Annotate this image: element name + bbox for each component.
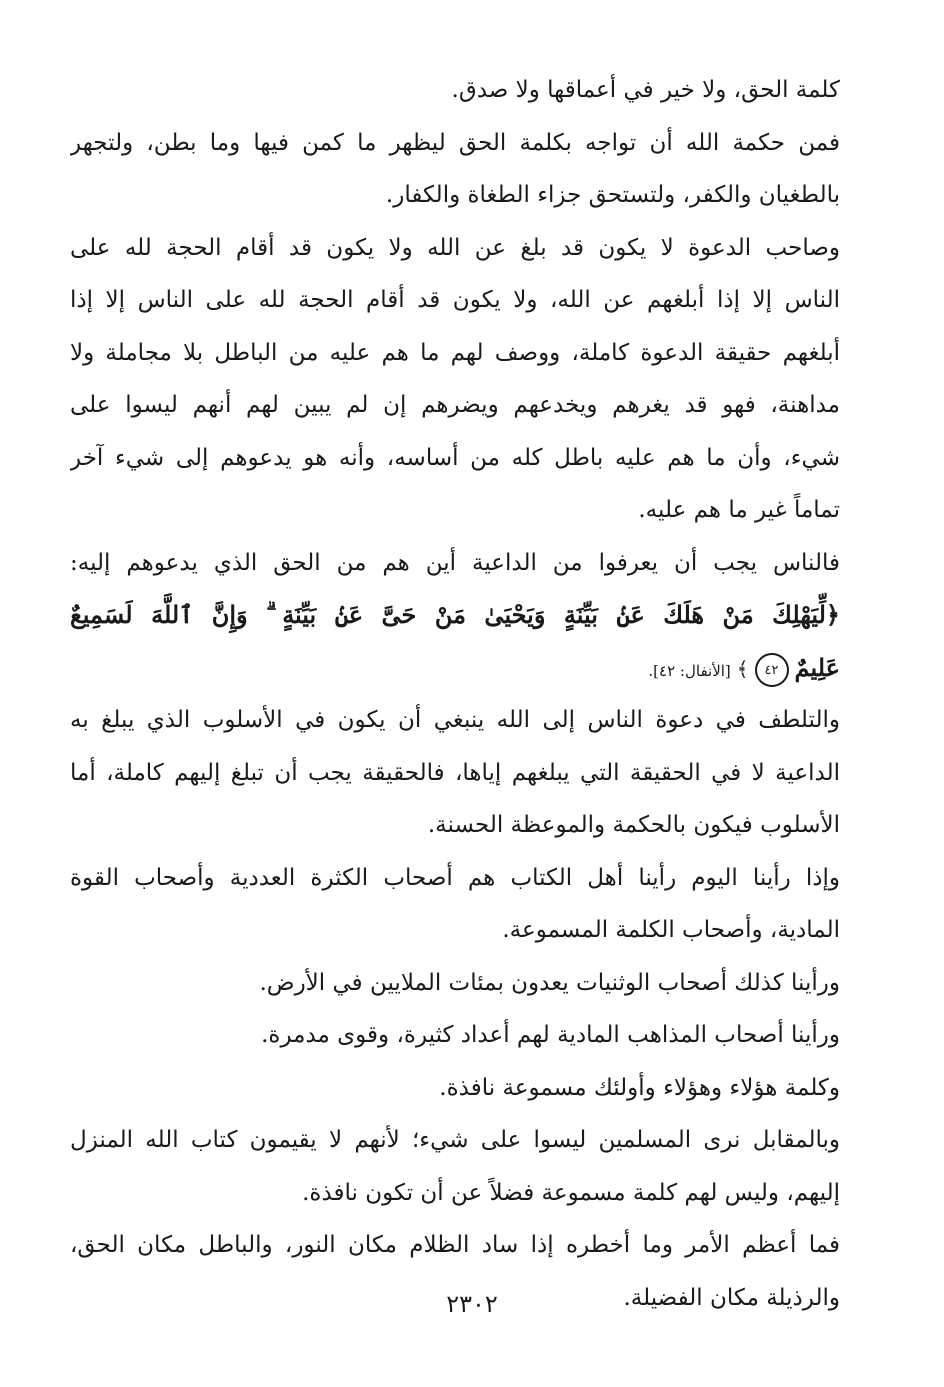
text-line: مداهنة، فهو قد يغرهم ويخدعهم ويضرهم إن لم يبين لهم أنهم ليسوا على [70,392,840,418]
text-line: وصاحب الدعوة لا يكون قد بلغ عن الله ولا يكون قد أقام الحجة لله على [70,234,840,261]
text-line: ورأينا كذلك أصحاب الوثنيات يعدون بمئات الملايين في الأرض. [259,969,840,996]
verse-close-ornament-icon: ﴾ [736,656,749,681]
verse-reference-line [70,642,840,695]
text-line: وكلمة هؤلاء وهؤلاء وأولئك مسموعة نافذة. [439,1074,840,1101]
verse-end-word: عَلِيمٌ [794,652,840,682]
text-line: والرذيلة مكان الفضيلة. [623,1284,840,1311]
text-line: المادية، وأصحاب الكلمة المسموعة. [502,917,840,943]
text-line: الداعية لا في الحقيقة التي يبلغهم إياها، فالحقيقة يجب أن تبلغ إليهم كاملة، أما [70,759,840,786]
text-line: بالطغيان والكفر، ولتستحق جزاء الطغاة والكفار. [385,182,840,208]
text-line: فما أعظم الأمر وما أخطره إذا ساد الظلام مكان النور، والباطل مكان الحق، [70,1232,840,1258]
text-line: إليهم، وليس لهم كلمة مسموعة فضلاً عن أن تكون نافذة. [302,1179,840,1206]
text-line: أبلغهم حقيقة الدعوة كاملة، ووصف لهم ما هم عليه من الباطل بلا مجاملة ولا [70,339,840,366]
quran-verse-line: ﴿لِّيَهْلِكَ مَنْ هَلَكَ عَنۢ بَيِّنَةٍ وَيَحْيَىٰ مَنْ حَىَّ عَنۢ بَيِّنَةٍ ۗ وَإِنَّ ٱللَّهَ لَسَمِيعٌ [70,600,840,629]
text-line: تماماً غير ما هم عليه. [638,497,840,523]
text-line: ورأينا أصحاب المذاهب المادية لهم أعداد كثيرة، وقوى مدمرة. [261,1022,840,1048]
text-line: فالناس يجب أن يعرفوا من الداعية أين هم من الحق الذي يدعوهم إليه: [70,549,840,576]
page-body-text [70,64,840,1324]
text-line: الناس إلا إذا أبلغهم عن الله، ولا يكون قد أقام الحجة لله على الناس إلا إذا [70,287,840,313]
text-line: وبالمقابل نرى المسلمين ليسوا على شيء؛ لأنهم لا يقيمون كتاب الله المنزل [70,1127,840,1153]
text-line: والتلطف في دعوة الناس إلى الله ينبغي أن يكون في الأسلوب الذي يبلغ به [70,707,840,733]
text-line: وإذا رأينا اليوم رأينا أهل الكتاب هم أصحاب الكثرة العددية وأصحاب القوة [70,864,840,891]
text-line: فمن حكمة الله أن تواجه بكلمة الحق ليظهر ما كمن فيها وما بطن، ولتجهر [70,129,840,156]
text-line: شيء، وأن ما هم عليه باطل كله من أساسه، وأنه هو يدعوهم إلى شيء آخر [70,444,840,471]
text-line: كلمة الحق، ولا خير في أعماقها ولا صدق. [451,77,840,103]
text-line: الأسلوب فيكون بالحكمة والموعظة الحسنة. [427,812,840,838]
ayah-number-marker: ٤٢ [755,653,789,687]
surah-citation: [الأنفال: ٤٢]. [648,661,731,680]
page-number: ٢٣٠٢ [446,1290,498,1318]
